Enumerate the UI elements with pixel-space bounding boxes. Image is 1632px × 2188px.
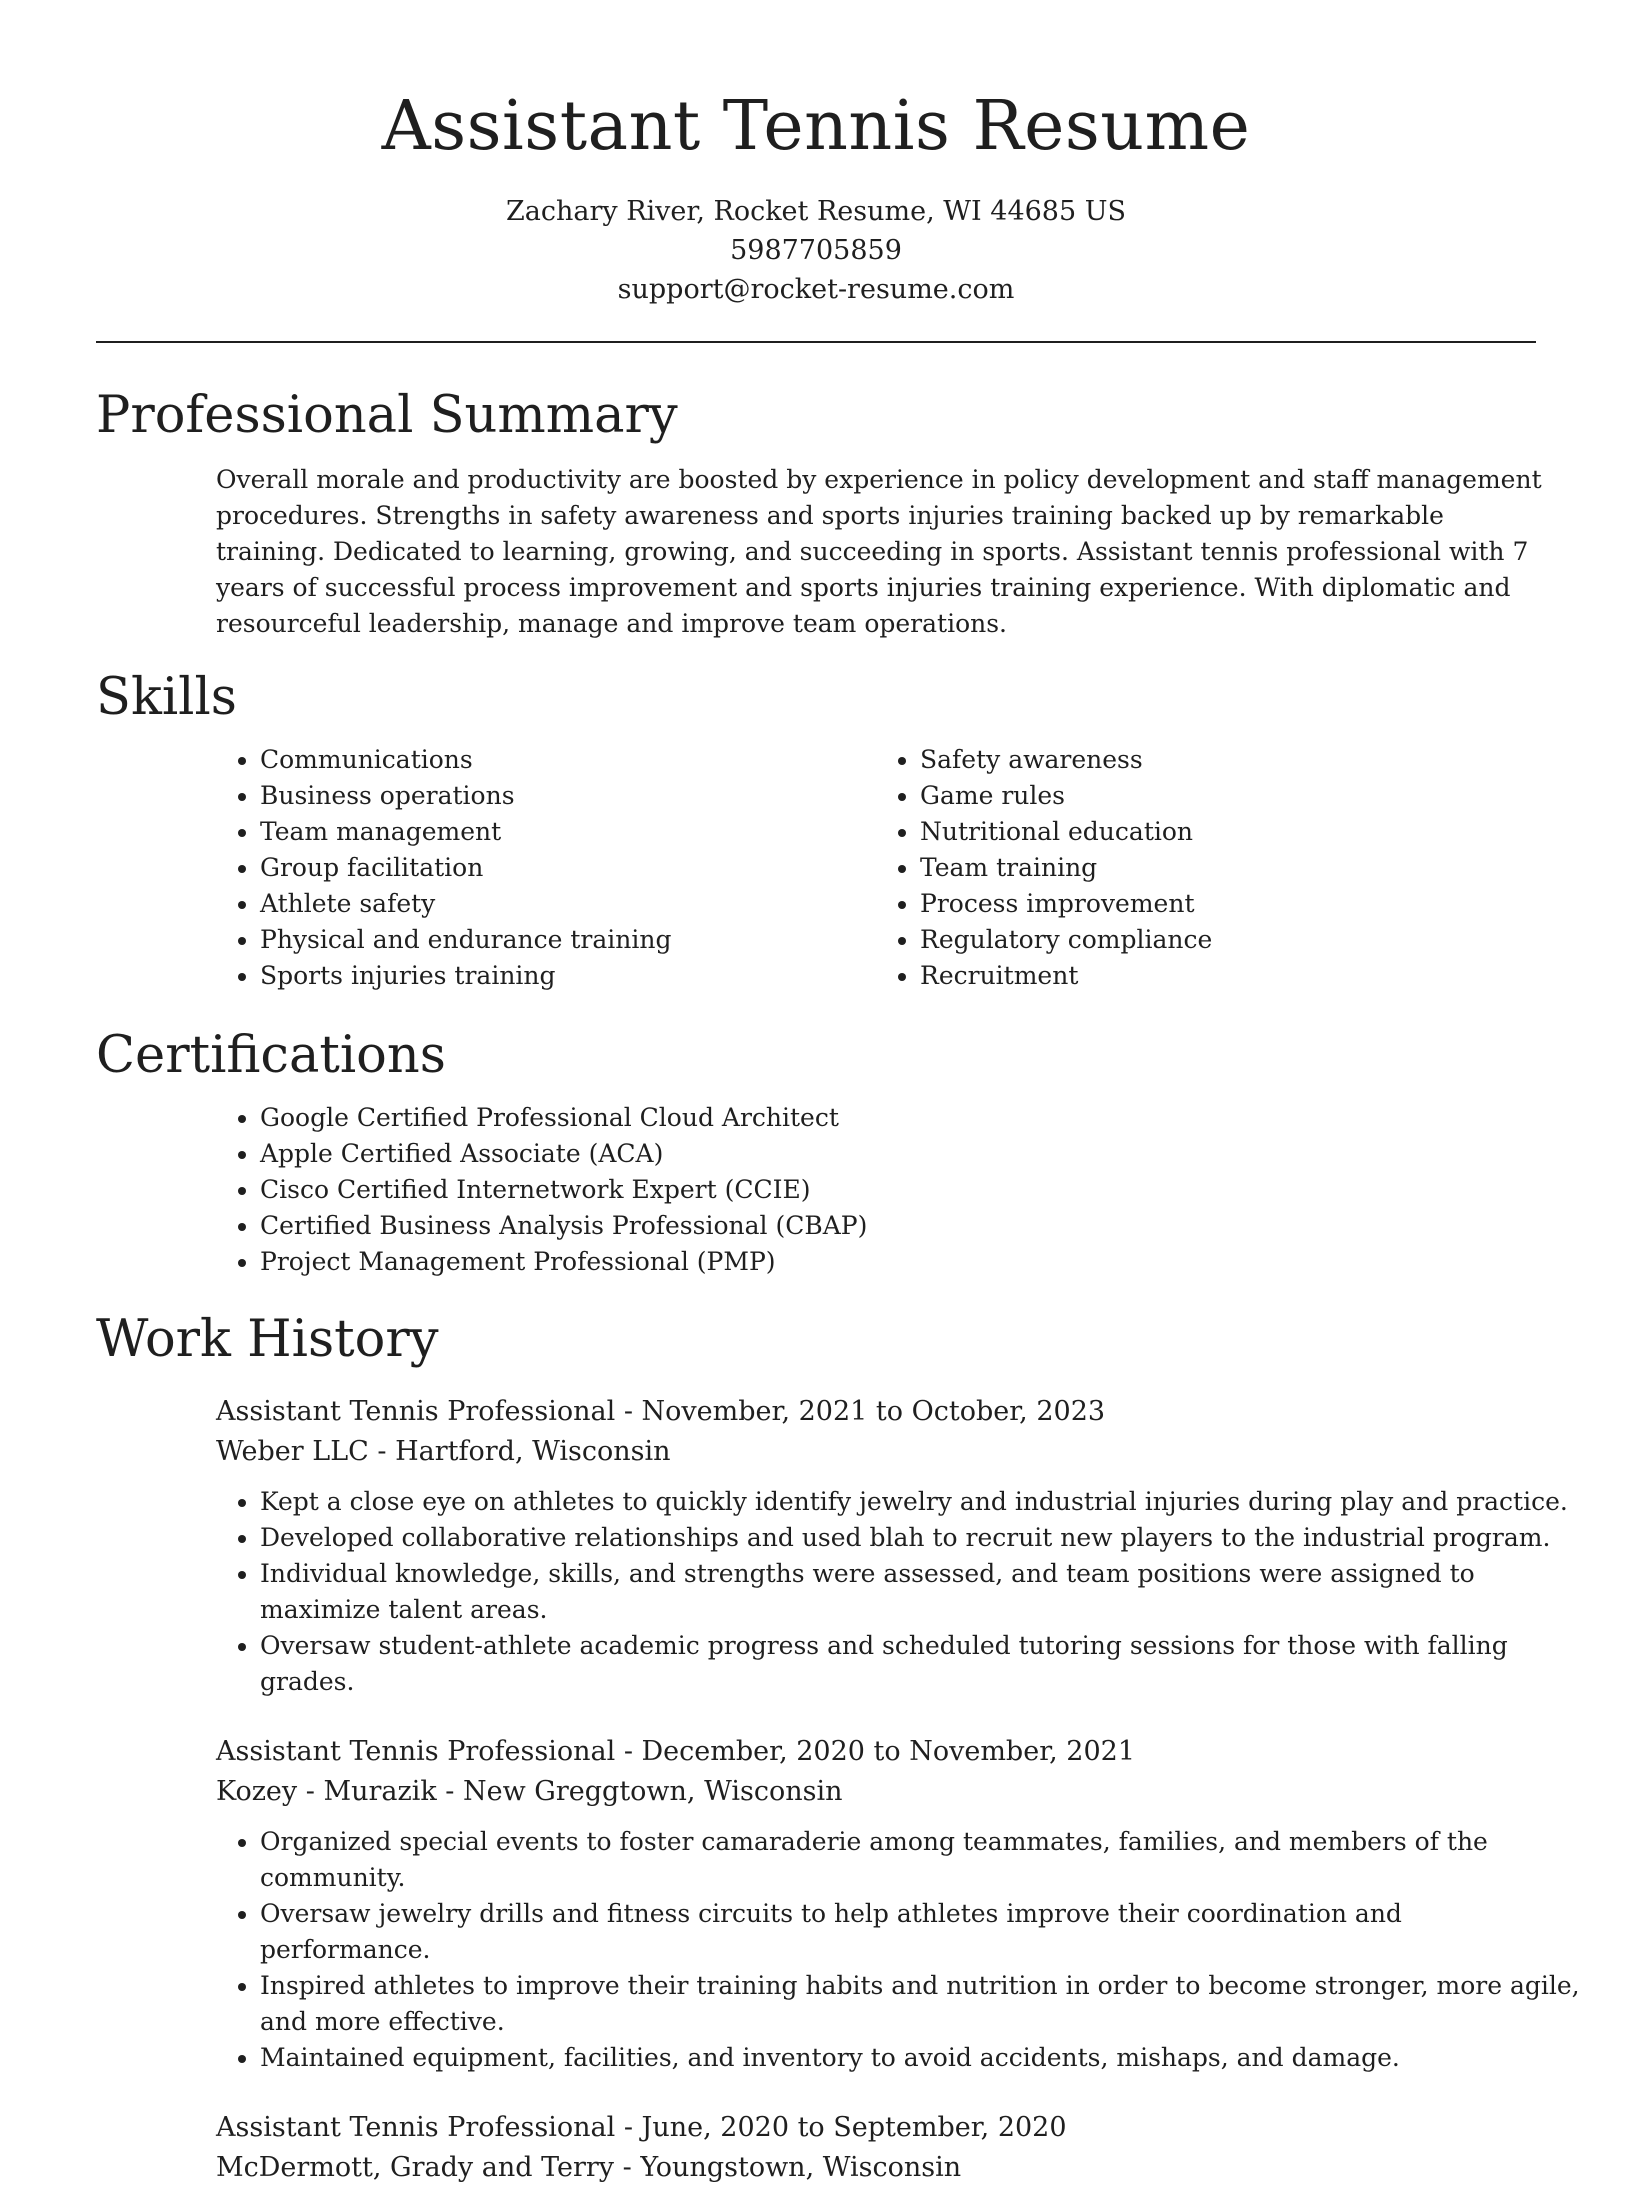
job-title: Assistant Tennis Professional — [216, 1736, 616, 1767]
job-company: McDermott, Grady and Terry — [216, 2152, 615, 2183]
header-divider — [96, 341, 1536, 343]
job-dates: - June, 2020 to September, 2020 — [615, 2112, 1067, 2143]
certifications-list — [216, 1100, 1536, 1280]
certifications-heading: Certifications — [96, 1026, 446, 1085]
certifications-section — [96, 1024, 1536, 1280]
job-title: Assistant Tennis Professional — [216, 2112, 616, 2143]
job-company-line — [216, 2148, 1536, 2188]
job-bullet: • Individual knowledge, skills, and strengths were assessed, and team positions were assigned to maximize talent areas. — [260, 1556, 1580, 1628]
job-location: - Youngstown, Wisconsin — [614, 2152, 962, 2183]
skills-list-left — [216, 742, 876, 994]
contact-info — [0, 192, 1632, 309]
skill-item: • Process improvement — [920, 886, 1536, 922]
summary-text: Overall morale and productivity are boosted by experience in policy development and staff management procedures. Strengths in safety awareness and sports injuries training backed up by remarkable training. Dedicated to learning, growing, and succeeding in sports. Assistant tennis professional with 7 years of successful process improvement and sports injuries training experience. With diplomatic and resourceful leadership, manage and improve team operations. — [216, 465, 1542, 638]
job-dates: - November, 2021 to October, 2023 — [615, 1396, 1106, 1427]
job-title-line — [216, 1392, 1536, 1432]
skill-item: • Game rules — [920, 778, 1536, 814]
job-title-line — [216, 2108, 1536, 2148]
summary-heading: Professional Summary — [96, 386, 678, 445]
skill-item: • Team training — [920, 850, 1536, 886]
job-entry — [216, 2108, 1536, 2188]
job-location: - Hartford, Wisconsin — [368, 1436, 671, 1467]
job-bullet: • Inspired athletes to improve their training habits and nutrition in order to become stronger, more agile, and more effective. — [260, 1968, 1580, 2040]
skill-item: • Regulatory compliance — [920, 922, 1536, 958]
skill-item: • Team management — [260, 814, 876, 850]
skill-item: • Athlete safety — [260, 886, 876, 922]
contact-phone: 5987705859 — [730, 235, 902, 266]
job-bullet: • Oversaw jewelry drills and fitness circuits to help athletes improve their coordination and performance. — [260, 1896, 1580, 1968]
skill-item: • Safety awareness — [920, 742, 1536, 778]
job-company-line — [216, 1772, 1536, 1812]
skills-columns — [216, 742, 1536, 994]
job-entry — [216, 1732, 1580, 2076]
skill-item: • Business operations — [260, 778, 876, 814]
skills-section — [96, 666, 1536, 994]
skills-list-right — [876, 742, 1536, 994]
job-dates: - December, 2020 to November, 2021 — [615, 1736, 1136, 1767]
job-title-line — [216, 1732, 1536, 1772]
certification-item: • Certified Business Analysis Professional (CBAP) — [260, 1208, 1536, 1244]
job-company: Weber LLC — [216, 1436, 369, 1467]
work-history-heading: Work History — [96, 1310, 439, 1369]
resume-title: Assistant Tennis Resume — [381, 87, 1251, 166]
job-entry — [216, 1392, 1568, 1700]
certification-item: • Project Management Professional (PMP) — [260, 1244, 1536, 1280]
job-bullet: • Developed collaborative relationships and used blah to recruit new players to the industrial program. — [260, 1520, 1580, 1556]
certification-item: • Google Certified Professional Cloud Architect — [260, 1100, 1536, 1136]
skill-item: • Recruitment — [920, 958, 1536, 994]
job-bullets — [216, 1484, 1580, 1700]
job-bullet: • Maintained equipment, facilities, and inventory to avoid accidents, mishaps, and damage. — [260, 2040, 1580, 2076]
job-company: Kozey - Murazik — [216, 1776, 437, 1807]
skill-item: • Sports injuries training — [260, 958, 876, 994]
job-company-line — [216, 1432, 1536, 1472]
certification-item: • Apple Certified Associate (ACA) — [260, 1136, 1536, 1172]
contact-address: Zachary River, Rocket Resume, WI 44685 US — [505, 196, 1126, 227]
job-title: Assistant Tennis Professional — [216, 1396, 616, 1427]
skill-item: • Group facilitation — [260, 850, 876, 886]
resume-header — [0, 0, 1632, 309]
job-bullets — [216, 1824, 1580, 2076]
job-location: - New Greggtown, Wisconsin — [436, 1776, 843, 1807]
work-history-section — [96, 1308, 1580, 2188]
skill-item: • Nutritional education — [920, 814, 1536, 850]
job-bullet: • Oversaw student-athlete academic progress and scheduled tutoring sessions for those with falling grades. — [260, 1628, 1580, 1700]
certification-item: • Cisco Certified Internetwork Expert (CCIE) — [260, 1172, 1536, 1208]
skills-heading: Skills — [96, 668, 237, 727]
job-bullet: • Organized special events to foster camaraderie among teammates, families, and members of the community. — [260, 1824, 1580, 1896]
summary-section — [96, 384, 1542, 642]
skill-item: • Communications — [260, 742, 876, 778]
contact-email: support@rocket-resume.com — [617, 274, 1015, 305]
skill-item: • Physical and endurance training — [260, 922, 876, 958]
job-bullet: • Kept a close eye on athletes to quickly identify jewelry and industrial injuries during play and practice. — [260, 1484, 1580, 1520]
